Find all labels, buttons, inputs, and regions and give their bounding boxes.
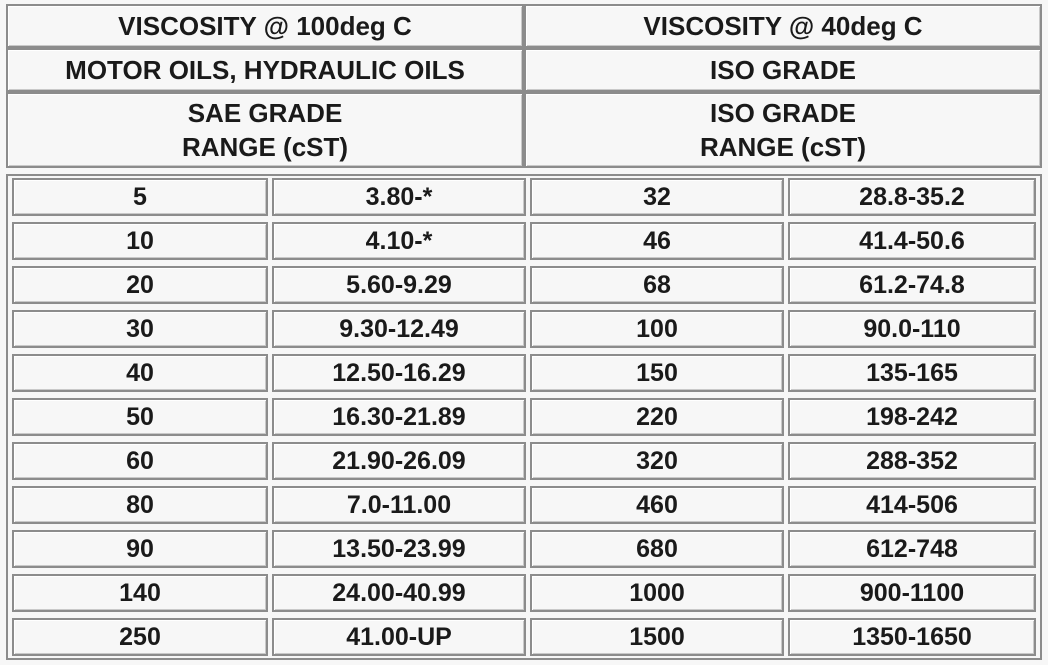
header-viscosity-100c bbox=[6, 4, 524, 48]
table-row bbox=[8, 616, 1040, 660]
header-iso-grade-range bbox=[524, 92, 1042, 168]
sae-grade-cell: 5 bbox=[12, 178, 268, 216]
table-row bbox=[8, 484, 1040, 528]
table-row bbox=[8, 396, 1040, 440]
iso-grade-cell: 220 bbox=[530, 398, 784, 436]
sae-range-cell: 13.50-23.99 bbox=[272, 530, 526, 568]
header-viscosity-40c bbox=[524, 4, 1042, 48]
header-iso-grade bbox=[524, 48, 1042, 92]
sae-grade-cell: 140 bbox=[12, 574, 268, 612]
iso-grade-cell: 68 bbox=[530, 266, 784, 304]
sae-range-cell: 9.30-12.49 bbox=[272, 310, 526, 348]
table-header bbox=[6, 4, 1042, 168]
iso-range-cell: 90.0-110 bbox=[788, 310, 1036, 348]
iso-range-cell: 61.2-74.8 bbox=[788, 266, 1036, 304]
table-row bbox=[8, 308, 1040, 352]
sae-grade-cell: 250 bbox=[12, 618, 268, 656]
sae-range-cell: 4.10-* bbox=[272, 222, 526, 260]
iso-grade-cell: 320 bbox=[530, 442, 784, 480]
header-sae-grade-range bbox=[6, 92, 524, 168]
iso-range-cell: 900-1100 bbox=[788, 574, 1036, 612]
sae-range-cell: 7.0-11.00 bbox=[272, 486, 526, 524]
iso-grade-cell: 460 bbox=[530, 486, 784, 524]
iso-grade-cell: 680 bbox=[530, 530, 784, 568]
iso-range-cell: 612-748 bbox=[788, 530, 1036, 568]
sae-range-cell: 3.80-* bbox=[272, 178, 526, 216]
iso-grade-cell: 1000 bbox=[530, 574, 784, 612]
sae-range-cell: 5.60-9.29 bbox=[272, 266, 526, 304]
header-iso-grade-text: ISO GRADE bbox=[710, 55, 856, 85]
header-iso-grade-line1: ISO GRADE bbox=[710, 98, 856, 128]
sae-grade-cell: 30 bbox=[12, 310, 268, 348]
iso-range-cell: 1350-1650 bbox=[788, 618, 1036, 656]
iso-range-cell: 288-352 bbox=[788, 442, 1036, 480]
sae-range-cell: 21.90-26.09 bbox=[272, 442, 526, 480]
header-iso-grade-line2: RANGE (cST) bbox=[699, 132, 867, 162]
sae-range-cell: 41.00-UP bbox=[272, 618, 526, 656]
table-row bbox=[8, 176, 1040, 220]
iso-range-cell: 41.4-50.6 bbox=[788, 222, 1036, 260]
iso-range-cell: 414-506 bbox=[788, 486, 1036, 524]
header-sae-grade-line2: RANGE (cST) bbox=[181, 132, 349, 162]
iso-range-cell: 28.8-35.2 bbox=[788, 178, 1036, 216]
sae-range-cell: 12.50-16.29 bbox=[272, 354, 526, 392]
iso-grade-cell: 1500 bbox=[530, 618, 784, 656]
iso-grade-cell: 100 bbox=[530, 310, 784, 348]
iso-range-cell: 198-242 bbox=[788, 398, 1036, 436]
iso-grade-cell: 32 bbox=[530, 178, 784, 216]
header-motor-oils-text: MOTOR OILS, HYDRAULIC OILS bbox=[65, 55, 465, 85]
header-viscosity-100c-text: VISCOSITY @ 100deg C bbox=[118, 11, 412, 41]
sae-grade-cell: 10 bbox=[12, 222, 268, 260]
sae-grade-cell: 50 bbox=[12, 398, 268, 436]
sae-range-cell: 16.30-21.89 bbox=[272, 398, 526, 436]
sae-grade-cell: 20 bbox=[12, 266, 268, 304]
table-row bbox=[8, 264, 1040, 308]
iso-grade-cell: 150 bbox=[530, 354, 784, 392]
sae-range-cell: 24.00-40.99 bbox=[272, 574, 526, 612]
table-row bbox=[8, 352, 1040, 396]
table-row bbox=[8, 572, 1040, 616]
sae-grade-cell: 90 bbox=[12, 530, 268, 568]
sae-grade-cell: 80 bbox=[12, 486, 268, 524]
iso-grade-cell: 46 bbox=[530, 222, 784, 260]
iso-range-cell: 135-165 bbox=[788, 354, 1036, 392]
table-row bbox=[8, 220, 1040, 264]
header-motor-oils bbox=[6, 48, 524, 92]
sae-grade-cell: 40 bbox=[12, 354, 268, 392]
table-row bbox=[8, 440, 1040, 484]
header-viscosity-40c-text: VISCOSITY @ 40deg C bbox=[643, 11, 923, 41]
sae-grade-cell: 60 bbox=[12, 442, 268, 480]
viscosity-data-table bbox=[6, 174, 1042, 660]
table-row bbox=[8, 528, 1040, 572]
header-sae-grade-line1: SAE GRADE bbox=[187, 98, 343, 128]
